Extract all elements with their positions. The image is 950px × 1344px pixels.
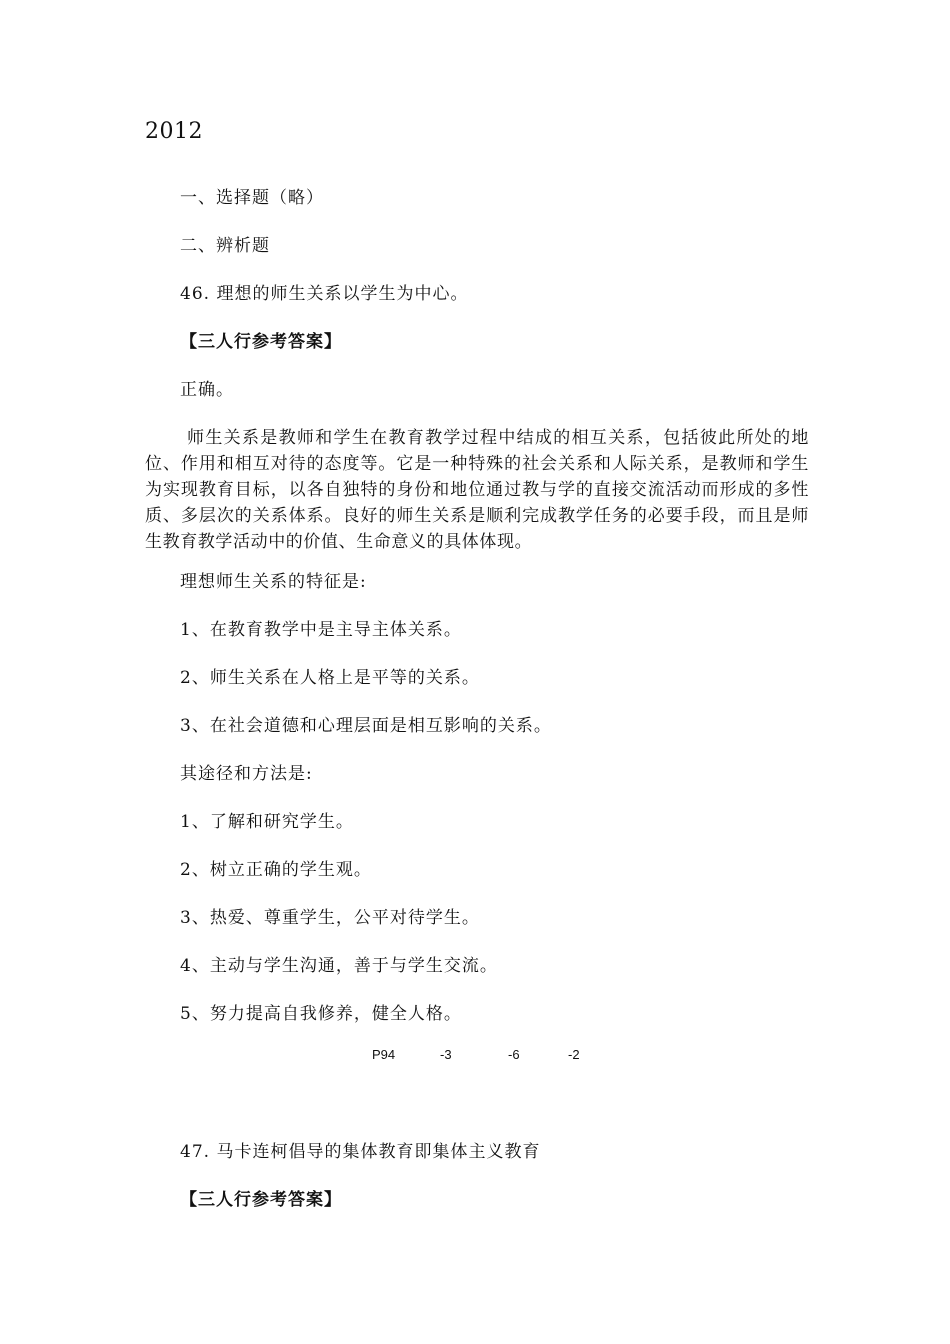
- feature-item-1: 1、在教育教学中是主导主体关系。: [180, 620, 462, 640]
- answer-label-46: 【三人行参考答案】: [180, 332, 342, 352]
- section-heading-choice: 一、选择题（略）: [180, 188, 324, 208]
- features-heading: 理想师生关系的特征是:: [180, 572, 367, 592]
- feature-item-2: 2、师生关系在人格上是平等的关系。: [180, 668, 480, 688]
- question-47: 47. 马卡连柯倡导的集体教育即集体主义教育: [180, 1142, 541, 1162]
- method-item-4: 4、主动与学生沟通，善于与学生交流。: [180, 956, 498, 976]
- method-item-3: 3、热爱、尊重学生，公平对待学生。: [180, 908, 480, 928]
- reference-c: -2: [568, 1047, 580, 1062]
- method-item-5: 5、努力提高自我修养，健全人格。: [180, 1004, 462, 1024]
- reference-a: -3: [440, 1047, 452, 1062]
- reference-b: -6: [508, 1047, 520, 1062]
- document-title: 2012: [145, 119, 203, 144]
- question-46: 46. 理想的师生关系以学生为中心。: [180, 284, 469, 304]
- explanation-paragraph: 师生关系是教师和学生在教育教学过程中结成的相互关系，包括彼此所处的地位、作用和相互对待的态度等。它是一种特殊的社会关系和人际关系，是教师和学生为实现教育目标，以各自独特的身份和地位通过教与学的直接交流活动而形成的多性质、多层次的关系体系。良好的师生关系是顺利完成教学任务的必要手段，而且是师生教育教学活动中的价值、生命意义的具体体现。: [145, 428, 809, 552]
- feature-item-3: 3、在社会道德和心理层面是相互影响的关系。: [180, 716, 552, 736]
- method-item-2: 2、树立正确的学生观。: [180, 860, 372, 880]
- method-item-1: 1、了解和研究学生。: [180, 812, 354, 832]
- answer-verdict-46: 正确。: [180, 380, 234, 400]
- section-heading-analysis: 二、辨析题: [180, 236, 270, 256]
- reference-page: P94: [372, 1047, 396, 1062]
- methods-heading: 其途径和方法是:: [180, 764, 313, 784]
- answer-label-47: 【三人行参考答案】: [180, 1190, 342, 1210]
